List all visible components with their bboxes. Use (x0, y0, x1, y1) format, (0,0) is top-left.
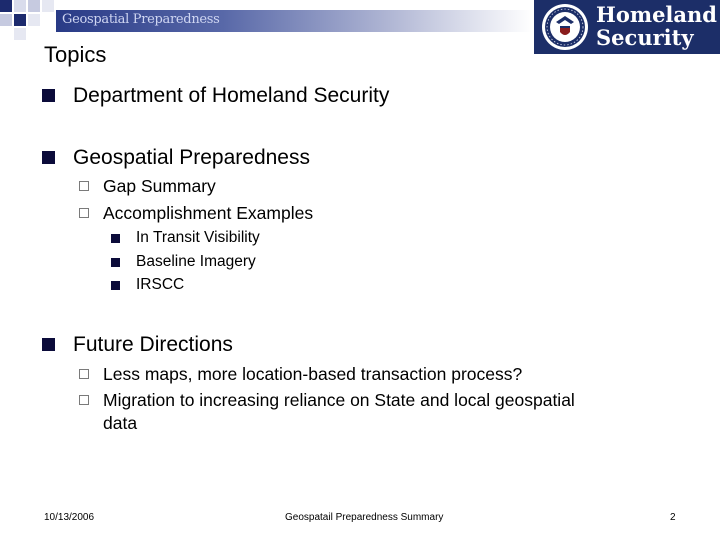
hollow-square-bullet-icon (79, 181, 89, 191)
logo-text-line2: Security (596, 25, 694, 50)
bullet-text: Geospatial Preparedness (73, 146, 310, 169)
hollow-square-bullet-icon (79, 395, 89, 405)
sub-sub-bullet-text: Baseline Imagery (136, 253, 256, 270)
decor-square (42, 0, 54, 12)
banner-text: Geospatial Preparedness (62, 12, 220, 27)
square-bullet-icon (111, 258, 120, 267)
sub-sub-bullet-text: IRSCC (136, 276, 185, 293)
sub-bullet-text: Migration to increasing reliance on State and local geospatial (103, 390, 575, 410)
decor-square (14, 28, 26, 40)
sub-bullet-text: Accomplishment Examples (103, 203, 314, 223)
hollow-square-bullet-icon (79, 208, 89, 218)
square-bullet-icon (111, 281, 120, 290)
square-bullet-icon (42, 151, 55, 164)
page-number: 2 (670, 512, 676, 523)
square-bullet-icon (42, 338, 55, 351)
decor-square (14, 0, 26, 12)
footer-date: 10/13/2006 (44, 512, 95, 523)
sub-bullet-text: Gap Summary (103, 176, 216, 196)
square-bullet-icon (42, 89, 55, 102)
decor-square (0, 0, 12, 12)
sub-bullet-text-continued: data (103, 413, 138, 433)
logo-text-line1: Homeland (596, 2, 717, 27)
decor-square (28, 14, 40, 26)
decor-square (0, 14, 12, 26)
decor-square (14, 14, 26, 26)
bullet-text: Future Directions (73, 333, 233, 356)
bullet-text: Department of Homeland Security (73, 84, 390, 107)
sub-bullet-text: Less maps, more location-based transaction process? (103, 364, 523, 384)
slide-title: Topics (44, 42, 107, 67)
dhs-seal-icon (538, 2, 592, 52)
sub-sub-bullet-text: In Transit Visibility (136, 229, 260, 246)
dhs-logo (534, 0, 720, 54)
hollow-square-bullet-icon (79, 369, 89, 379)
footer-title: Geospatail Preparedness Summary (285, 512, 444, 523)
decor-square (28, 0, 40, 12)
square-bullet-icon (111, 234, 120, 243)
header-banner (56, 10, 532, 32)
